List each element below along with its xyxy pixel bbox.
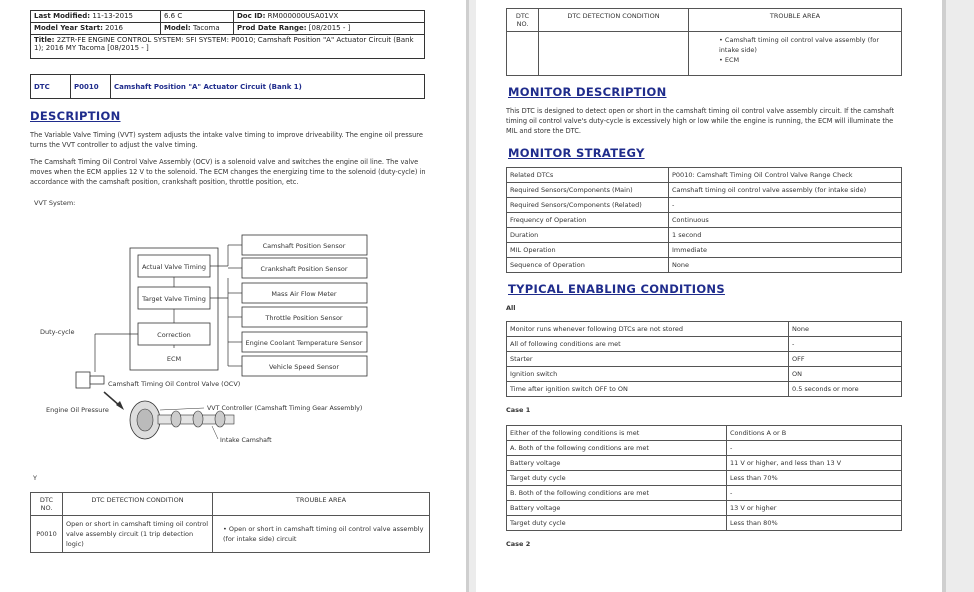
strategy-row — [507, 183, 902, 198]
all-conditions-table — [506, 321, 902, 397]
cont-col-trouble-area: TROUBLE AREA — [689, 9, 902, 32]
model-label: Model: — [164, 24, 191, 32]
all-condition-value: OFF — [789, 352, 902, 367]
row-trouble-area-text: Open or short in camshaft timing oil control valve assembly (for intake side) circuit — [223, 525, 424, 543]
case1-condition-parameter: Battery voltage — [507, 501, 727, 516]
cont-col-detection-condition: DTC DETECTION CONDITION — [539, 9, 689, 32]
case1-condition-value: Less than 70% — [727, 471, 902, 486]
strategy-value: 1 second — [669, 228, 902, 243]
strategy-parameter: MIL Operation — [507, 243, 669, 258]
all-condition-parameter: All of following conditions are met — [507, 337, 789, 352]
monitor-description-heading: MONITOR DESCRIPTION — [508, 85, 667, 99]
description-para-2: The Camshaft Timing Oil Control Valve Assembly (OCV) is a solenoid valve and switches the engine oil line. The valve moves when the ECM applies 12 V to the solenoid. The ECM changes the energizing time to the solenoid (duty-cycle) in accordance with the camshaft position, crankshaft position, throttle position, etc. — [30, 158, 426, 186]
case1-condition-parameter: Target duty cycle — [507, 471, 727, 486]
all-condition-value: 0.5 seconds or more — [789, 382, 902, 397]
all-condition-row — [507, 337, 902, 352]
case1-condition-parameter: Either of the following conditions is met — [507, 426, 727, 441]
left-page — [0, 0, 466, 592]
col-dtc-no: DTC NO. — [31, 493, 63, 516]
all-condition-value: None — [789, 322, 902, 337]
all-condition-parameter: Ignition switch — [507, 367, 789, 382]
strategy-row — [507, 168, 902, 183]
case1-condition-parameter: Battery voltage — [507, 456, 727, 471]
dtc-trouble-table-continued — [506, 8, 902, 76]
col-detection-condition: DTC DETECTION CONDITION — [63, 493, 213, 516]
strategy-value: - — [669, 198, 902, 213]
all-condition-row — [507, 382, 902, 397]
case1-condition-value: Less than 80% — [727, 516, 902, 531]
model-value: Tacoma — [192, 24, 220, 32]
duty-cycle-label: Duty-cycle — [40, 328, 75, 336]
ocv-label: Camshaft Timing Oil Control Valve (OCV) — [108, 380, 241, 388]
sensor-label-maf: Mass Air Flow Meter — [271, 290, 337, 298]
description-para-1: The Variable Valve Timing (VVT) system adjusts the intake valve timing to improve driveability. The engine oil pressure turns the VVT controller to adjust the valve timing. — [30, 131, 423, 149]
strategy-parameter: Related DTCs — [507, 168, 669, 183]
case1-condition-value: Conditions A or B — [727, 426, 902, 441]
sensor-label-crankshaft: Crankshaft Position Sensor — [260, 265, 348, 273]
monitor-strategy-heading: MONITOR STRATEGY — [508, 146, 645, 160]
strategy-parameter: Required Sensors/Components (Related) — [507, 198, 669, 213]
sensor-box-maf — [242, 283, 367, 303]
col-trouble-area: TROUBLE AREA — [213, 493, 430, 516]
strategy-row — [507, 213, 902, 228]
monitor-description-text: This DTC is designed to detect open or short in the camshaft timing oil control valve assembly circuit. If the camshaft timing oil control valve's duty-cycle is excessively high or low while the engine is running, the ECM will illuminate the MIL and store the DTC. — [506, 107, 894, 135]
title-label: Title: — [34, 36, 55, 44]
strategy-row — [507, 243, 902, 258]
all-condition-parameter: Starter — [507, 352, 789, 367]
case1-condition-value: - — [727, 441, 902, 456]
row-trouble-area: • Open or short in camshaft timing oil control valve assembly (for intake side) circuit — [213, 516, 430, 553]
all-condition-row — [507, 352, 902, 367]
case1-condition-row — [507, 486, 902, 501]
vvt-controller-label: VVT Controller (Camshaft Timing Gear Assembly) — [207, 405, 363, 412]
case1-condition-parameter: Target duty cycle — [507, 516, 727, 531]
strategy-parameter: Duration — [507, 228, 669, 243]
cont-area-ocv: Camshaft timing oil control valve assembly (for intake side) — [719, 36, 880, 54]
strategy-value: None — [669, 258, 902, 273]
sensor-label-camshaft: Camshaft Position Sensor — [262, 242, 346, 250]
dtc-name: Camshaft Position "A" Actuator Circuit (Bank 1) — [111, 75, 425, 99]
doc-id-label: Doc ID: — [237, 12, 266, 20]
dtc-title-box — [30, 74, 425, 99]
case-2-label: Case 2 — [506, 540, 531, 548]
strategy-row — [507, 228, 902, 243]
all-condition-row — [507, 367, 902, 382]
all-label: All — [506, 304, 516, 312]
strategy-parameter: Frequency of Operation — [507, 213, 669, 228]
doc-id-value: RM000000USA01VX — [267, 12, 339, 20]
strategy-parameter: Sequence of Operation — [507, 258, 669, 273]
case1-condition-parameter: A. Both of the following conditions are met — [507, 441, 727, 456]
sensor-box-vehicle-speed — [242, 356, 367, 376]
enabling-conditions-heading: TYPICAL ENABLING CONDITIONS — [508, 282, 725, 296]
sensor-box-camshaft — [242, 235, 367, 255]
row-dtc-code: P0010 — [31, 516, 63, 553]
engine-oil-pressure-label: Engine Oil Pressure — [46, 406, 109, 414]
case1-condition-row — [507, 471, 902, 486]
strategy-row — [507, 258, 902, 273]
all-condition-row — [507, 322, 902, 337]
row-detection-condition: Open or short in camshaft timing oil control valve assembly circuit (1 trip detection logic) — [63, 516, 213, 553]
sensor-box-coolant — [242, 332, 367, 352]
ecm-actual-valve-timing: Actual Valve Timing — [141, 263, 207, 271]
case1-condition-row — [507, 441, 902, 456]
monitor-strategy-table — [506, 167, 902, 273]
case1-condition-value: 11 V or higher, and less than 13 V — [727, 456, 902, 471]
case1-condition-row — [507, 516, 902, 531]
case1-condition-row — [507, 456, 902, 471]
case-1-label: Case 1 — [506, 406, 531, 414]
cont-col-dtc-no: DTC NO. — [507, 9, 539, 32]
sensor-box-throttle — [242, 307, 367, 327]
ecm-label: ECM — [166, 355, 182, 363]
case-1-table — [506, 425, 902, 531]
strategy-value: Immediate — [669, 243, 902, 258]
sensor-label-throttle: Throttle Position Sensor — [265, 314, 343, 322]
document-header-table — [30, 10, 425, 59]
vvt-system-label: VVT System: — [34, 199, 76, 207]
case1-condition-row — [507, 426, 902, 441]
right-page — [476, 0, 942, 592]
ocv-symbol — [76, 372, 104, 388]
dtc-trouble-table — [30, 492, 430, 553]
model-year-label: Model Year Start: — [34, 24, 103, 32]
case1-condition-row — [507, 501, 902, 516]
all-condition-value: ON — [789, 367, 902, 382]
last-modified-label: Last Modified: — [34, 12, 91, 20]
all-condition-value: - — [789, 337, 902, 352]
ecm-correction: Correction — [157, 331, 191, 339]
strategy-value: Camshaft timing oil control valve assembly (for intake side) — [669, 183, 902, 198]
all-condition-parameter: Monitor runs whenever following DTCs are not stored — [507, 322, 789, 337]
sensor-label-vehicle-speed: Vehicle Speed Sensor — [268, 363, 340, 371]
strategy-value: P0010: Camshaft Timing Oil Control Valve Range Check — [669, 168, 902, 183]
dtc-label: DTC — [31, 75, 71, 99]
prod-date-label: Prod Date Range: — [237, 24, 307, 32]
cont-trouble-areas: • Camshaft timing oil control valve assembly (for intake side) • ECM — [689, 32, 902, 76]
vvt-system-diagram — [0, 222, 466, 462]
all-condition-parameter: Time after ignition switch OFF to ON — [507, 382, 789, 397]
ecm-target-valve-timing: Target Valve Timing — [142, 295, 206, 303]
y-mark: Y — [33, 474, 37, 482]
description-heading: DESCRIPTION — [30, 109, 121, 123]
last-modified-value: 11-13-2015 — [92, 12, 133, 20]
case1-condition-parameter: B. Both of the following conditions are met — [507, 486, 727, 501]
strategy-parameter: Required Sensors/Components (Main) — [507, 183, 669, 198]
prod-date-value: [08/2015 - ] — [308, 24, 351, 32]
model-year-value: 2016 — [105, 24, 123, 32]
dtc-code: P0010 — [71, 75, 111, 99]
version-value: 6.6 C — [161, 11, 234, 23]
sensor-box-crankshaft — [242, 258, 367, 278]
sensor-label-coolant: Engine Coolant Temperature Sensor — [245, 339, 363, 347]
strategy-value: Continuous — [669, 213, 902, 228]
document-title: 2ZTR-FE ENGINE CONTROL SYSTEM: SFI SYSTEM: P0010; Camshaft Position "A" Actuator Circuit (Bank 1); 2016 MY Tacoma [08/2015 - ] — [34, 36, 414, 52]
strategy-row — [507, 198, 902, 213]
intake-camshaft-label: Intake Camshaft — [220, 437, 272, 444]
case1-condition-value: 13 V or higher — [727, 501, 902, 516]
case1-condition-value: - — [727, 486, 902, 501]
cont-area-ecm: ECM — [724, 56, 740, 64]
